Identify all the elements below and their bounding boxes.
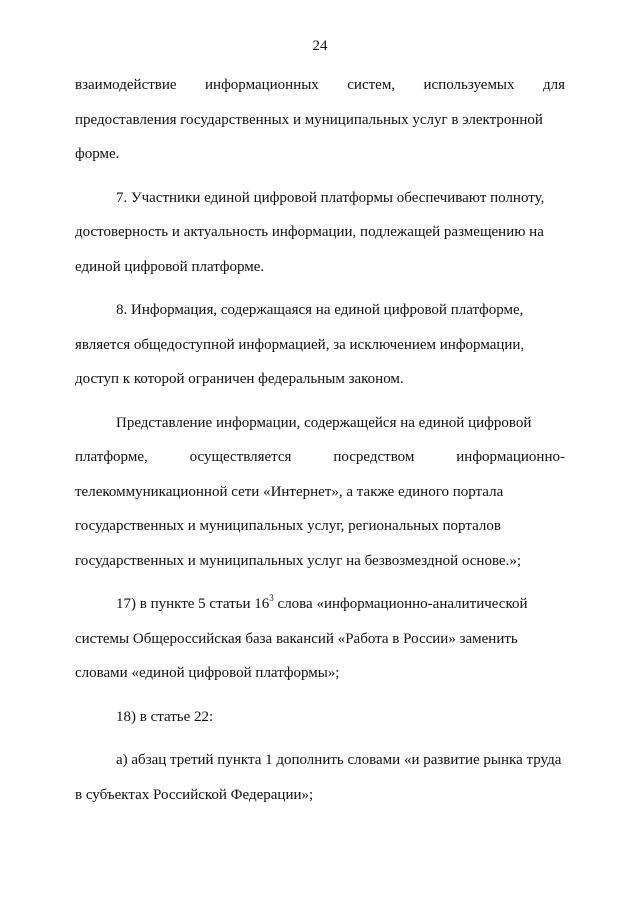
text-line: телекоммуникационной сети «Интернет», а также единого портала xyxy=(75,483,504,500)
paragraph-representation xyxy=(75,406,565,579)
word: платформе, xyxy=(75,449,148,465)
word: осуществляется xyxy=(189,449,292,465)
paragraph-item-8 xyxy=(75,293,565,397)
text-line: доступ к которой ограничен федеральным законом. xyxy=(75,371,404,387)
text-line: 7. Участники единой цифровой платформы обеспечивают полноту, xyxy=(116,189,545,206)
page-number: 24 xyxy=(312,38,328,54)
text-line: государственных и муниципальных услуг на безвозмездной основе.»; xyxy=(75,552,522,569)
text-line: государственных и муниципальных услуг, региональных порталов xyxy=(75,518,501,534)
text-line xyxy=(116,593,528,612)
paragraph-continuation xyxy=(75,68,565,172)
text-line: Представление информации, содержащейся на единой цифровой xyxy=(116,414,532,431)
word: посредством xyxy=(333,449,415,465)
text-line: словами «единой цифровой платформы»; xyxy=(75,665,340,681)
paragraph-item-7 xyxy=(75,181,565,285)
paragraph-item-17 xyxy=(75,587,565,691)
text-line: системы Общероссийская база вакансий «Работа в России» заменить xyxy=(75,630,518,647)
text-line xyxy=(75,68,565,103)
text-line: 18) в статье 22: xyxy=(116,708,214,725)
text-line: предоставления государственных и муниципальных услуг в электронной xyxy=(75,111,543,128)
paragraph-item-a xyxy=(75,743,565,812)
word: систем, xyxy=(347,77,396,93)
text-fragment: 17) в пункте 5 статьи 16 xyxy=(116,596,270,612)
paragraph-item-18 xyxy=(75,700,565,735)
text-line xyxy=(75,440,565,475)
text-fragment: слова «информационно-аналитической xyxy=(273,596,528,612)
text-line: единой цифровой платформе. xyxy=(75,258,265,275)
word: информационно- xyxy=(456,449,565,465)
text-line: 8. Информация, содержащаяся на единой цифровой платформе, xyxy=(116,302,524,318)
text-line: является общедоступной информацией, за исключением информации, xyxy=(75,336,525,353)
document-body xyxy=(75,68,565,821)
word: для xyxy=(542,77,565,93)
word: взаимодействие xyxy=(75,77,177,93)
text-line: достоверность и актуальность информации, подлежащей размещению на xyxy=(75,224,544,240)
text-line: а) абзац третий пункта 1 дополнить словами «и развитие рынка труда xyxy=(116,752,562,768)
superscript: 3 xyxy=(269,593,274,603)
text-line: в субъектах Российской Федерации»; xyxy=(75,786,314,803)
word: используемых xyxy=(423,77,515,93)
text-line: форме. xyxy=(75,146,120,162)
word: информационных xyxy=(205,77,319,93)
